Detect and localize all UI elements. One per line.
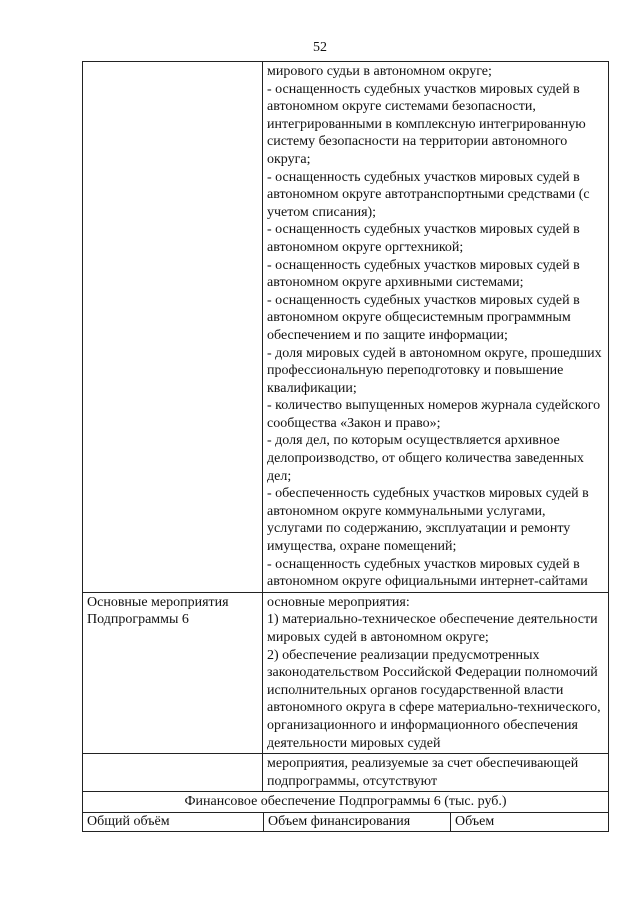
- table-row-financing-columns: [83, 812, 609, 831]
- financing-columns-cell: [83, 812, 609, 831]
- indicator-item: мирового судьи в автономном округе;: [267, 64, 492, 79]
- indicator-item: - оснащенность судебных участков мировых судей в автономном округе автотранспортными средствами (с учетом списания);: [267, 169, 590, 220]
- financing-header: Финансовое обеспечение Подпрограммы 6 (тыс. руб.): [83, 792, 609, 813]
- page-number: 52: [313, 40, 327, 55]
- indicators-cell: [263, 62, 609, 593]
- row-label-empty: [83, 754, 263, 792]
- indicator-item: - оснащенность судебных участков мировых судей в автономном округе архивными системами;: [267, 257, 580, 291]
- table-row-supporting-activities: [83, 754, 609, 792]
- row-label-empty: [83, 62, 263, 593]
- indicator-item: - оснащенность судебных участков мировых судей в автономном округе оргтехникой;: [267, 222, 580, 255]
- table-row-indicators: [83, 62, 609, 593]
- column-financing-volume: Объем финансирования: [264, 813, 451, 831]
- activity-item: 1) материально-техническое обеспечение деятельности мировых судей в автономном округе;: [267, 612, 598, 645]
- column-total-volume: Общий объём: [87, 813, 264, 831]
- activity-item: основные мероприятия:: [267, 594, 410, 610]
- indicator-item: - оснащенность судебных участков мировых судей в автономном округе официальными интернет-сайтами: [267, 556, 588, 590]
- indicator-item: - обеспеченность судебных участков мировых судей в автономном округе коммунальными услугами, услугами по содержанию, эксплуатации и ремонту имущества, охране помещений;: [267, 486, 589, 555]
- supporting-activities-cell: мероприятия, реализуемые за счет обеспечивающей подпрограммы, отсутствуют: [263, 754, 609, 792]
- main-activities-label: Основные мероприятия Подпрограммы 6: [83, 592, 263, 753]
- program-passport-table: [82, 61, 609, 832]
- column-volume: Объем: [455, 813, 495, 829]
- activity-item: 2) обеспечение реализации предусмотренных законодательством Российской Федерации полномочий исполнительных органов государственной власти автономного округа в сфере материально-технического, организационного и информационного обеспечения деятельности мировых судей: [267, 647, 601, 751]
- main-activities-cell: [263, 592, 609, 753]
- table-row-main-activities: [83, 592, 609, 753]
- indicator-item: - количество выпущенных номеров журнала судейского сообщества «Закон и право»;: [267, 398, 601, 431]
- indicator-item: - оснащенность судебных участков мировых судей в автономном округе системами безопасности, интегрированными в комплексную интегрированную систему безопасности на территории автономного округа;: [267, 81, 586, 167]
- table-row-financing-header: [83, 792, 609, 813]
- indicator-item: - оснащенность судебных участков мировых судей в автономном округе общесистемным программным обеспечением и по защите информации;: [267, 292, 580, 343]
- indicator-item: - доля мировых судей в автономном округе, прошедших профессиональную переподготовку и повышение квалификации;: [267, 345, 602, 396]
- indicator-item: - доля дел, по которым осуществляется архивное делопроизводство, от общего количества заведенных дел;: [267, 433, 584, 484]
